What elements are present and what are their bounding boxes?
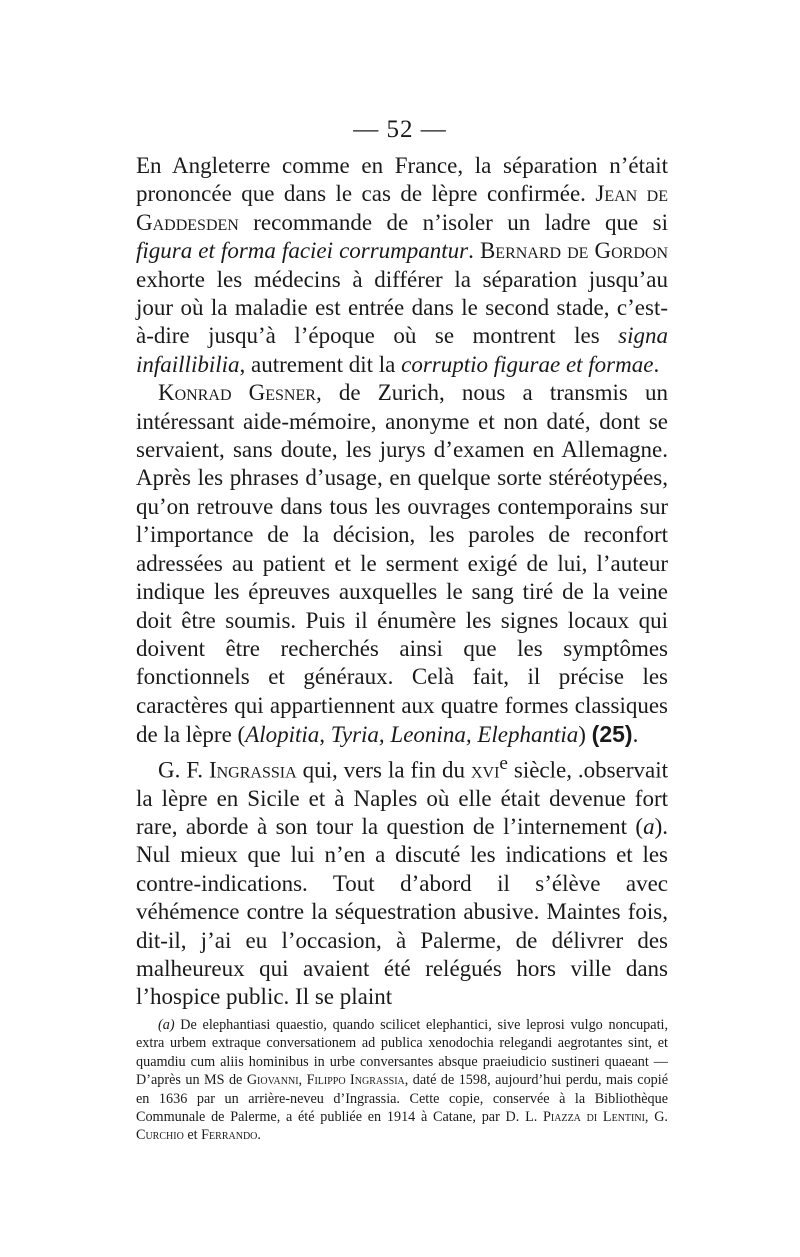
text-run: , autrement dit la xyxy=(239,351,402,377)
century-superscript: e xyxy=(499,752,508,774)
text-run: En Angleterre comme en France, la séparation n’était prononcée que dans le cas de lèpre confirmée. xyxy=(136,153,668,207)
text-run: . xyxy=(257,1127,261,1144)
text-run: , xyxy=(644,1109,655,1126)
text-run: ) xyxy=(578,722,592,748)
text-run: siècle, .observait la lèpre en Sicile et à Naples où elle était devenue fort rare, aborde à son tour la question de l’internement ( xyxy=(136,757,668,839)
text-run: . xyxy=(468,238,480,264)
author-name: Konrad Gesner xyxy=(158,380,316,406)
latin-quote: figura et forma faciei corrumpantur xyxy=(136,238,469,264)
latin-quote: corruptio figurae et formae xyxy=(401,351,654,377)
page-number: — 52 — xyxy=(353,116,447,143)
author-name: G. F. Ingrassia xyxy=(158,757,297,783)
latin-quote: Alopitia, Tyria, Leonina, Elephantia xyxy=(245,722,579,748)
text-run: . xyxy=(653,351,660,377)
footnote-marker: (a) xyxy=(158,1017,175,1033)
author-name: Giovanni xyxy=(246,1072,299,1089)
text-run: De elephantiasi quaestio, quando scilicet elephantici, sive leprosi vulgo noncupati, extra urbem extraque conversationem ad publica xenodochia relegandi aegrotantes sint, et quamdiu cum aliis hominibus in urbe conversantes absque praeiudicio sustineri quaeant — D’après un MS de xyxy=(136,1017,668,1089)
author-name: Ferrando xyxy=(201,1127,258,1144)
footnote-text xyxy=(136,1016,668,1145)
main-text xyxy=(136,152,668,1012)
footnote xyxy=(136,1016,668,1145)
text-run: exhorte les médecins à différer la séparation jusqu’au jour où la maladie est entrée dans le second stade, c’est-à-dire jusqu’à l’époque où se montrent les xyxy=(136,266,668,349)
text-run: ). Nul mieux que lui n’en a discuté les indications et les contre-indications. Tout d’abord il s’élève avec véhémence contre la séquestration abusive. Maintes fois, dit-il, j’ai eu l’occasion, à Palerme, de délivrer des malheureux qui avaient été relégués hors ville dans l’hospice public. Il se plaint xyxy=(136,814,668,1010)
text-run: qui, vers la fin du xyxy=(296,757,471,783)
text-run: , xyxy=(298,1072,307,1089)
text-run: , daté de 1598, aujourd’hui perdu, mais copié en 1636 par un arrière-neveu d’Ingrassia. Cette copie, conservée à la Bibliothèque Communale de Palerme, a été publiée en 1914 à Catane, par xyxy=(136,1072,668,1126)
paragraph-2 xyxy=(136,379,668,749)
text-run: et xyxy=(183,1127,202,1144)
footnote-reference: a xyxy=(643,814,655,839)
latin-quote: signa infaillibilia xyxy=(136,323,668,377)
century-numeral: xvi xyxy=(470,757,500,783)
paragraph-3 xyxy=(136,750,668,1012)
author-name: Bernard de Gordon xyxy=(479,238,669,264)
author-name: Jean de Gaddesden xyxy=(136,181,668,235)
text-run: , de Zurich, nous a transmis un intéressant aide-mémoire, anonyme et non daté, dont se servaient, sans doute, les jurys d’examen en Allemagne. Après les phrases d’usage, en quelque sorte stéréotypées, qu’on retrouve dans tous les ouvrages contemporains sur l’importance de la décision, les paroles de reconfort adressées au patient et le serment exigé de lui, l’auteur indique les épreuves auxquelles le sang tiré de la veine doit être soumis. Puis il énumère les signes locaux qui doivent être recherchés ainsi que les symptômes fonctionnels et généraux. Celà fait, il précise les caractères qui appartiennent aux quatre formes classiques de la lèpre ( xyxy=(136,380,668,748)
author-name: D. L. Piazza di Lentini xyxy=(505,1109,645,1126)
text-run: . xyxy=(632,722,639,748)
paragraph-1 xyxy=(136,152,668,379)
reference-number: (25) xyxy=(591,721,633,748)
author-name: G. Curchio xyxy=(136,1109,668,1144)
author-name: Filippo Ingrassia xyxy=(306,1072,405,1089)
text-run: recommande de n’isoler un ladre que si xyxy=(238,209,668,235)
